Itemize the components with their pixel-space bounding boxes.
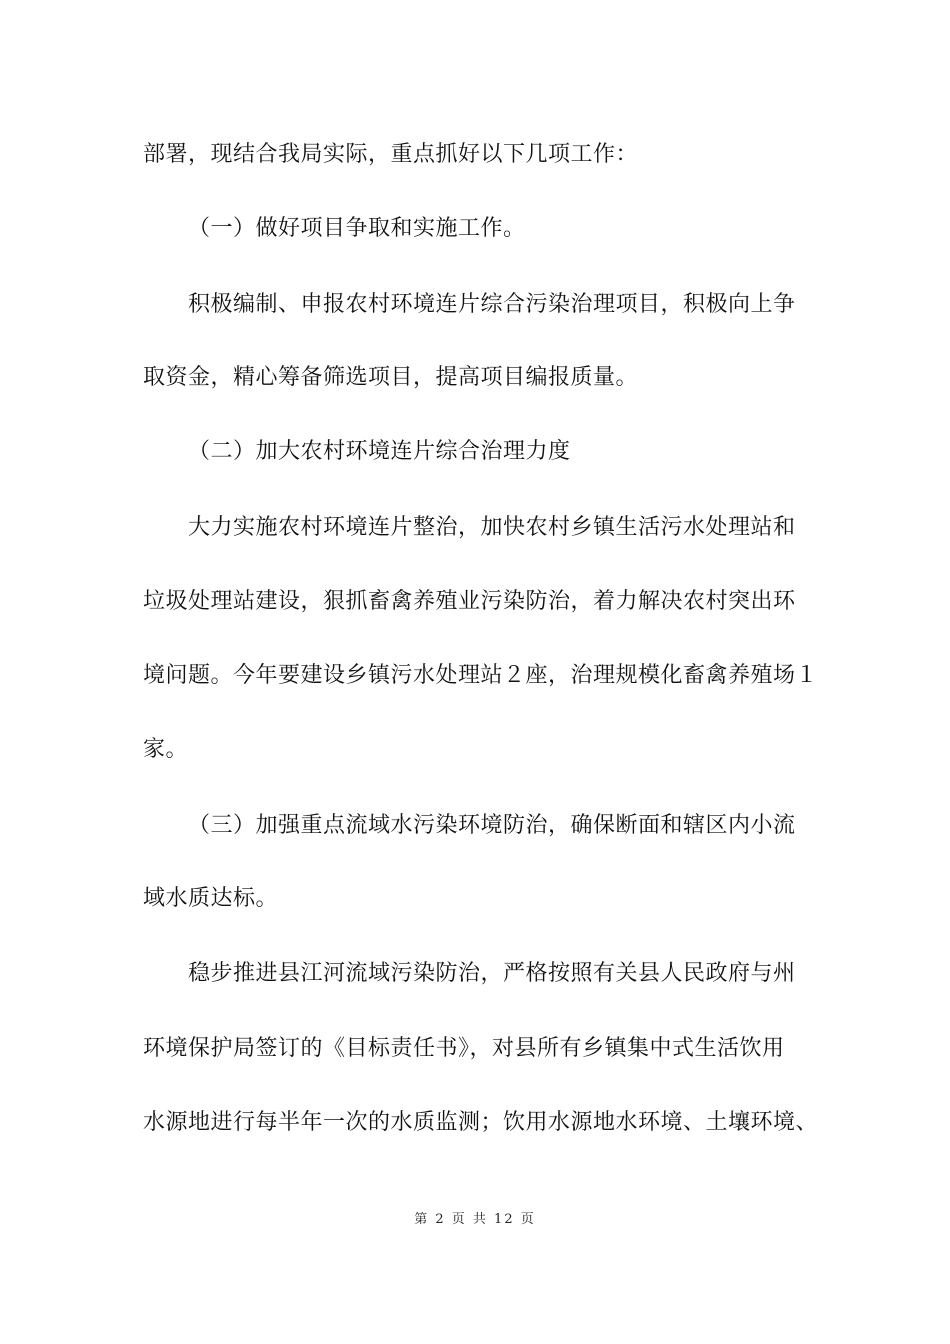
text-line: 取资金，精心筹备筛选项目，提高项目编报质量。: [143, 365, 639, 390]
text-line: 域水质达标。: [143, 886, 279, 911]
text-line: 垃圾处理站建设，狠抓畜禽养殖业污染防治，着力解决农村突出环: [143, 589, 796, 614]
text-line: 部署，现结合我局实际，重点抓好以下几项工作：: [143, 142, 639, 167]
paragraph-line: 稳步推进县江河流域污染防治，严格按照有关县人民政府与州: [188, 961, 796, 986]
page-number: 第 2 页 共 12 页: [414, 1212, 536, 1227]
text-line: 水源地进行每半年一次的水质监测；饮用水源地水环境、土壤环境、: [143, 1110, 819, 1135]
text-line: 境问题。今年要建设乡镇污水处理站２座，治理规模化畜禽养殖场１: [143, 663, 819, 688]
paragraph-line: 大力实施农村环境连片整治，加快农村乡镇生活污水处理站和: [188, 515, 796, 540]
text-line: 家。: [143, 737, 189, 762]
section-heading: （三）加强重点流域水污染环境防治，确保断面和辖区内小流: [188, 813, 796, 838]
text-line: 环境保护局签订的《目标责任书》，对县所有乡镇集中式生活饮用: [143, 1036, 785, 1061]
section-heading: （二）加大农村环境连片综合治理力度: [188, 439, 571, 464]
paragraph-line: 积极编制、申报农村环境连片综合污染治理项目，积极向上争: [188, 292, 796, 317]
section-heading: （一）做好项目争取和实施工作。: [188, 216, 526, 241]
